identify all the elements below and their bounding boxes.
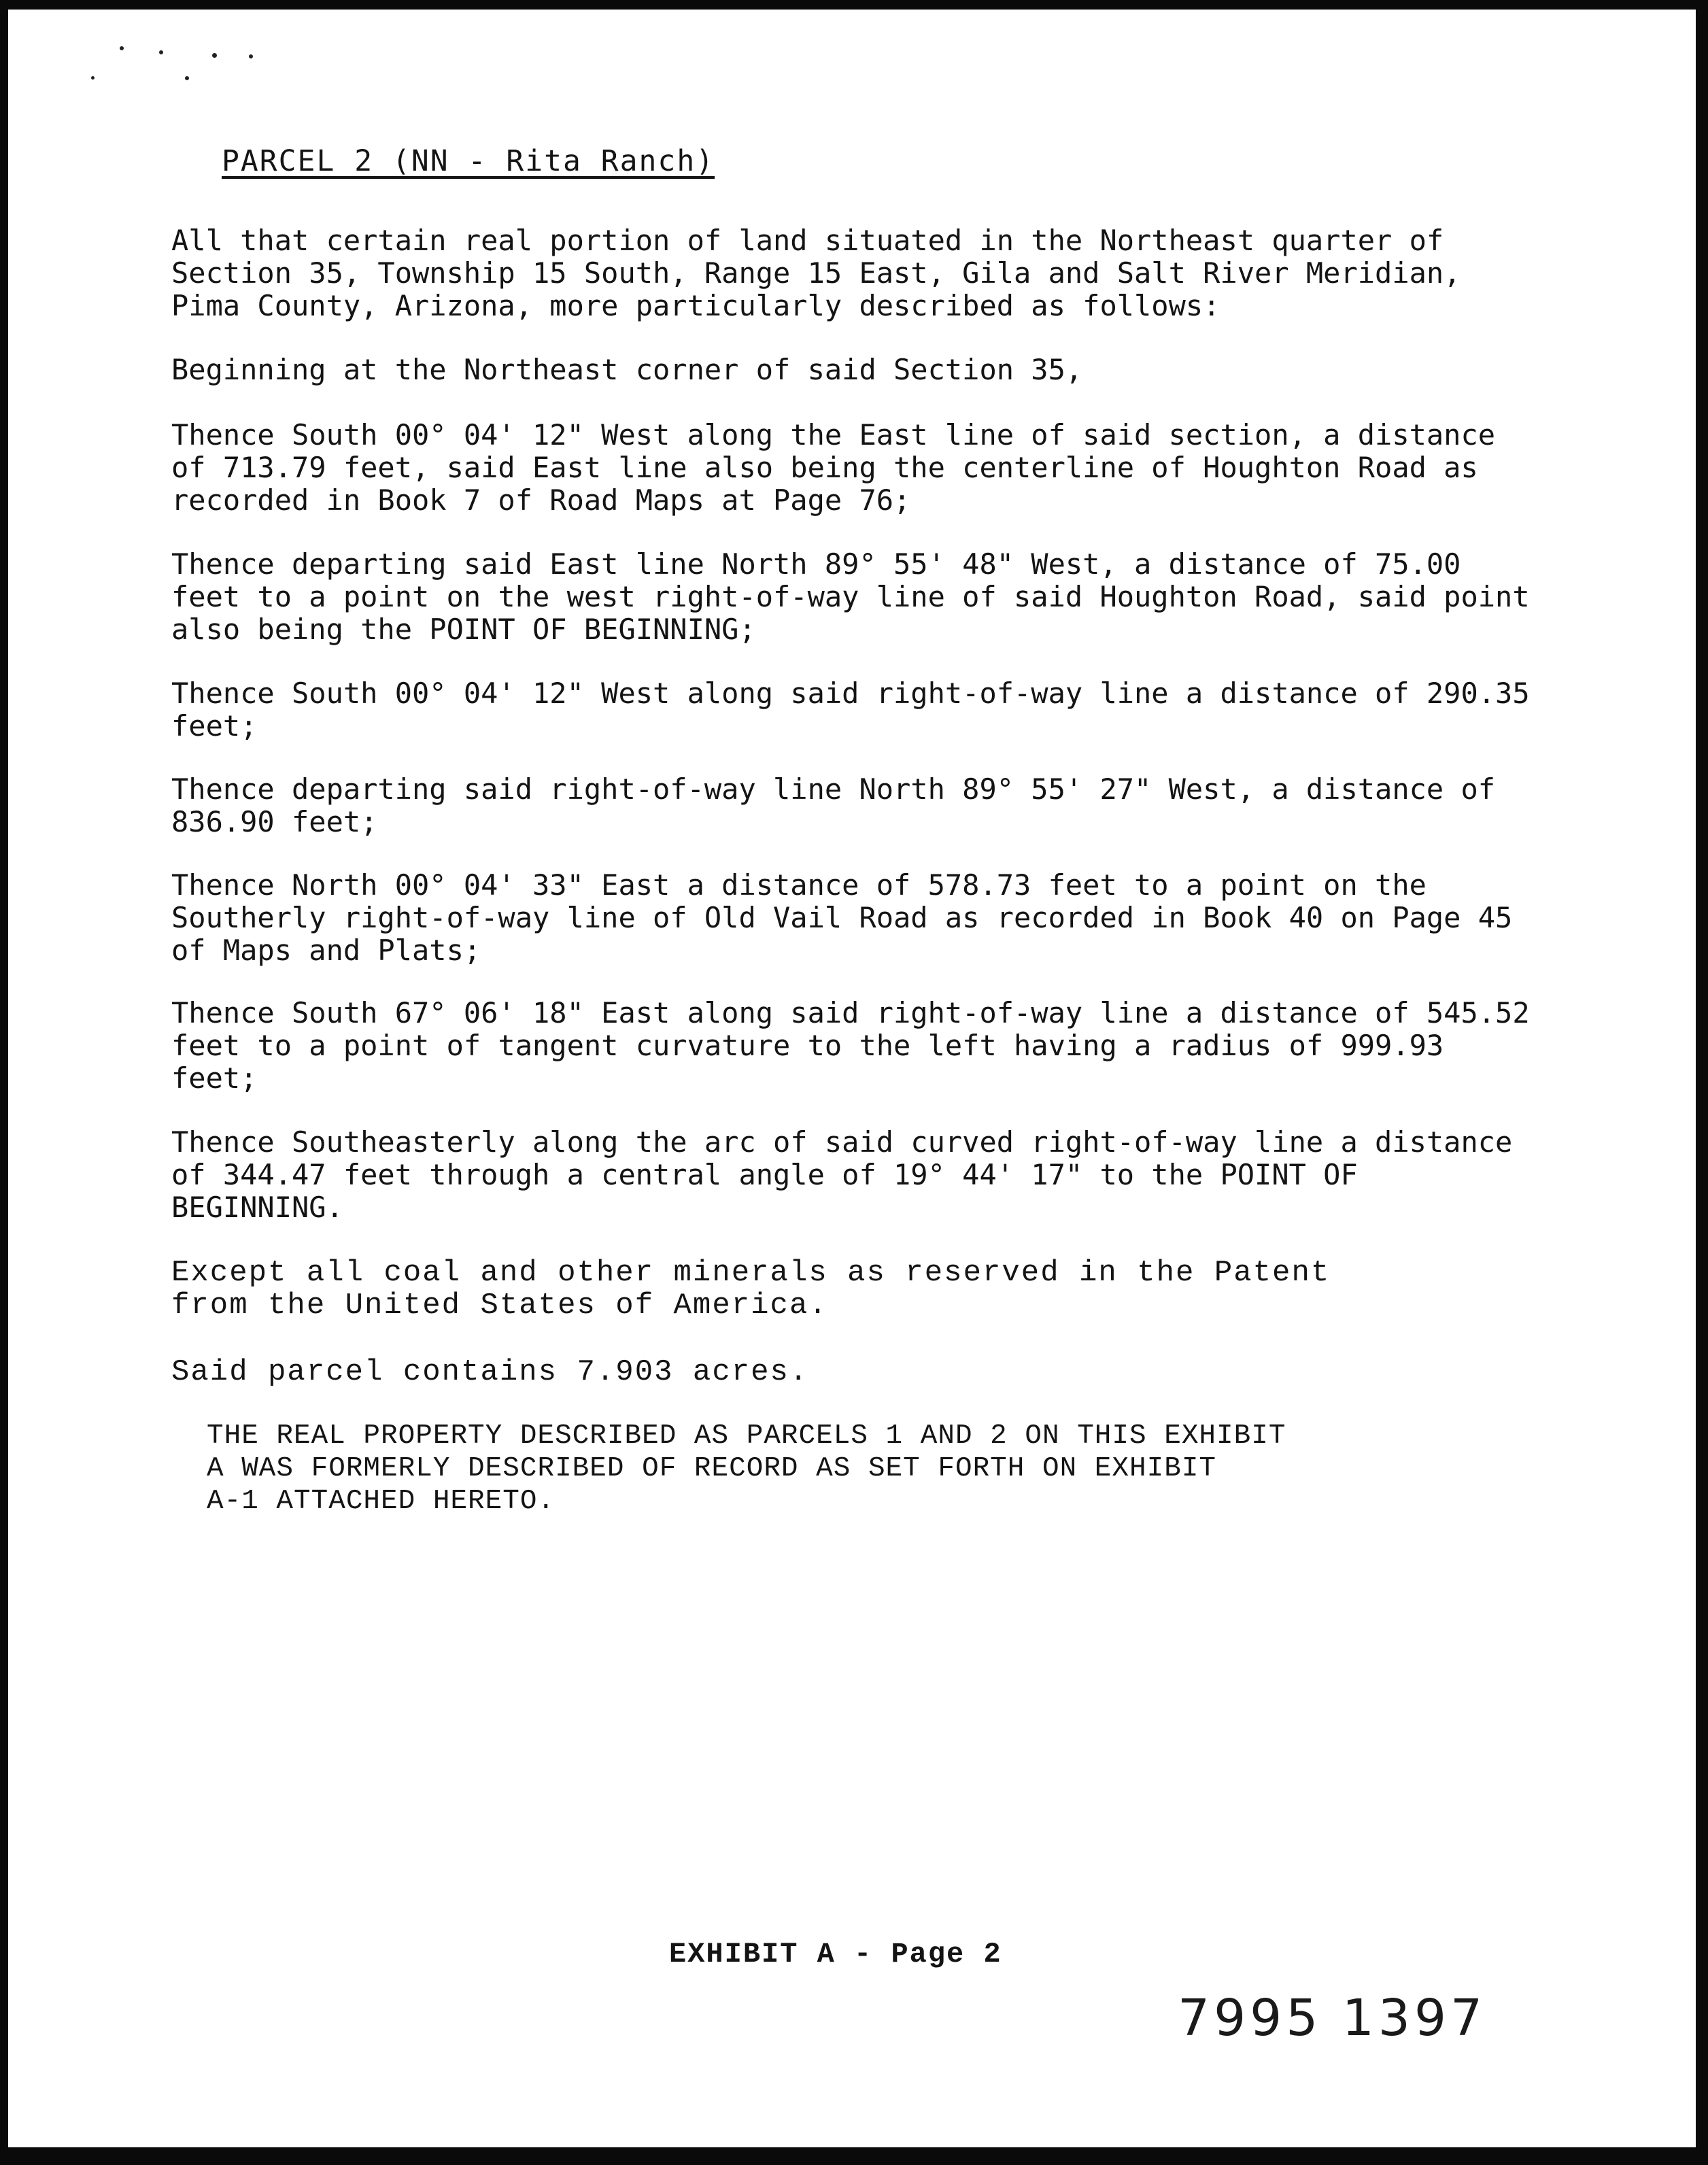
scan-edge-right	[1696, 0, 1708, 2165]
scan-edge-bottom	[0, 2147, 1708, 2165]
scan-speck	[212, 53, 217, 58]
scan-edge-top	[0, 0, 1708, 10]
scan-speck	[120, 46, 124, 50]
legal-description-course-1: Thence South 00° 04' 12" West along the East line of said section, a distance of 713.79 feet, said East line also being the centerline of Houghton Road as recorded in Book 7 of Road Maps at Page 76;	[171, 418, 1496, 517]
parcel-heading: PARCEL 2 (NN - Rita Ranch)	[222, 144, 715, 178]
document-number: 7995 1397	[1178, 1989, 1487, 2047]
exhibit-page-label: EXHIBIT A - Page 2	[669, 1938, 1002, 1971]
legal-description-course-3: Thence South 00° 04' 12" West along said right-of-way line a distance of 290.35 feet;	[171, 677, 1530, 743]
scan-speck	[249, 54, 253, 58]
legal-description-course-4: Thence departing said right-of-way line North 89° 55' 27" West, a distance of 836.90 feet;	[171, 772, 1496, 838]
record-note: THE REAL PROPERTY DESCRIBED AS PARCELS 1 AND 2 ON THIS EXHIBIT A WAS FORMERLY DESCRIBED OF RECORD AS SET FORTH ON EXHIBIT A-1 ATTACHED HERETO.	[207, 1420, 1286, 1517]
mineral-exception: Except all coal and other minerals as reserved in the Patent from the United States of America.	[171, 1256, 1331, 1323]
legal-description-course-7: Thence Southeasterly along the arc of said curved right-of-way line a distance of 344.47 feet through a central angle of 19° 44' 17" to the POINT OF BEGINNING.	[171, 1125, 1513, 1224]
legal-description-course-5: Thence North 00° 04' 33" East a distance of 578.73 feet to a point on the Southerly right-of-way line of Old Vail Road as recorded in Book 40 on Page 45 of Maps and Plats;	[171, 868, 1513, 967]
scan-speck	[91, 76, 95, 80]
scan-edge-left	[0, 0, 8, 2165]
legal-description-intro: All that certain real portion of land situated in the Northeast quarter of Section 35, Township 15 South, Range 15 East, Gila and Salt River Meridian, Pima County, Arizona, more particularly described as follows:	[171, 224, 1461, 322]
scan-speck	[185, 76, 189, 80]
legal-description-beginning: Beginning at the Northeast corner of said Section 35,	[171, 353, 1083, 386]
scan-speck	[159, 50, 163, 54]
legal-description-course-2: Thence departing said East line North 89° 55' 48" West, a distance of 75.00 feet to a point on the west right-of-way line of said Houghton Road, said point also being the POINT OF BEGINNING;	[171, 547, 1530, 646]
parcel-acreage: Said parcel contains 7.903 acres.	[171, 1355, 809, 1389]
legal-description-course-6: Thence South 67° 06' 18" East along said right-of-way line a distance of 545.52 feet to a point of tangent curvature to the left having a radius of 999.93 feet;	[171, 996, 1530, 1095]
